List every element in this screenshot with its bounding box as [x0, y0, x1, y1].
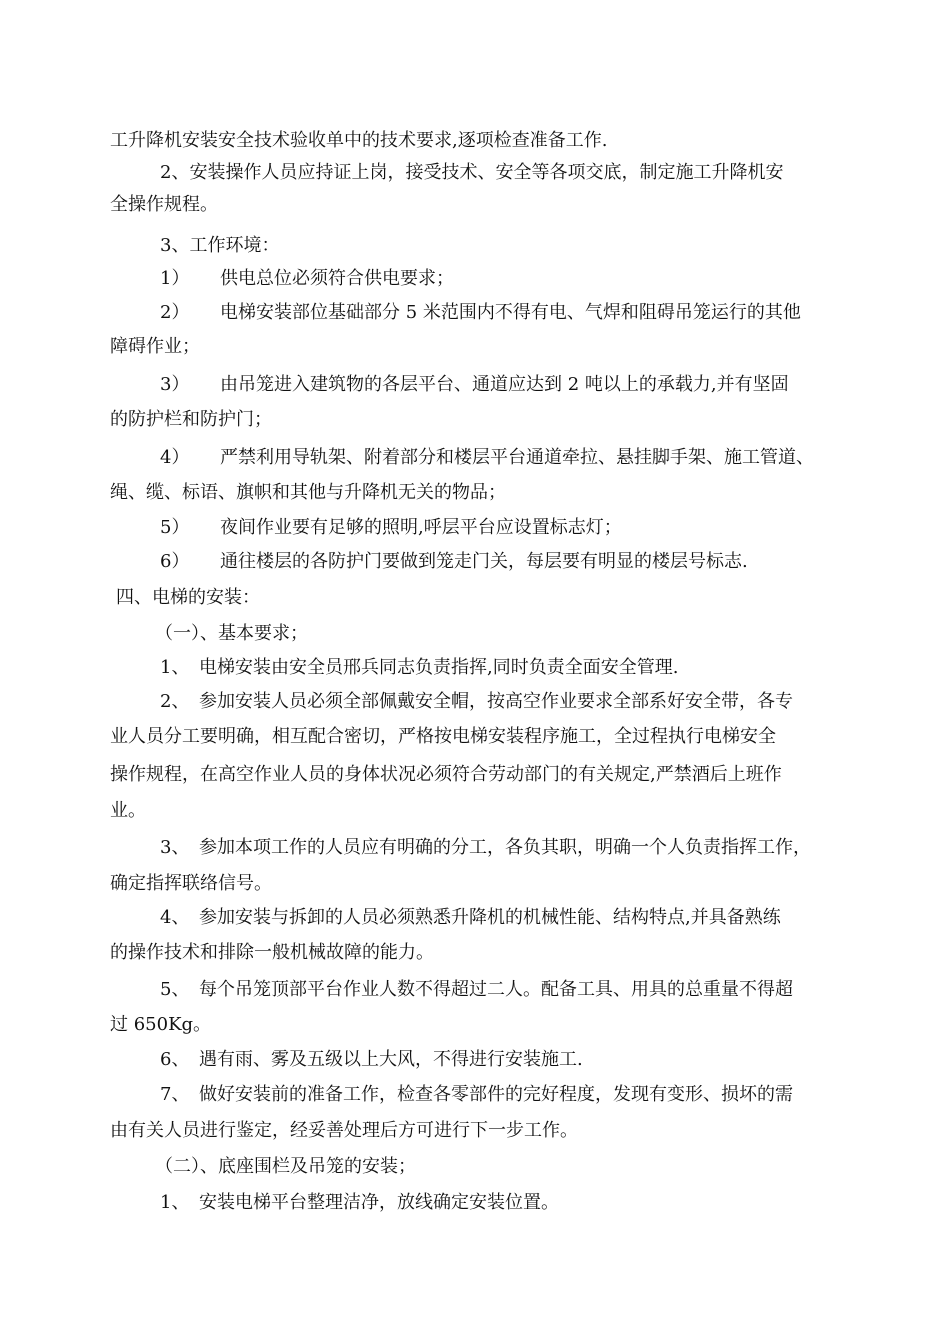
list-text: 遇有雨、雾及五级以上大风，不得进行安装施工.	[199, 1049, 583, 1070]
section-heading: 四、电梯的安装：	[116, 587, 260, 608]
subsection-heading: （二）、底座围栏及吊笼的安装；	[155, 1156, 416, 1177]
text-line: 的操作技术和排除一般机械故障的能力。	[110, 942, 434, 963]
list-item	[160, 690, 793, 714]
list-text: 每个吊笼顶部平台作业人数不得超过二人。配备工具、用具的总重量不得超	[199, 979, 793, 1000]
text-line: 业。	[110, 800, 146, 821]
list-number: 1、	[160, 1192, 190, 1213]
text-line: 全操作规程。	[110, 194, 218, 215]
text-line: 障碍作业；	[110, 336, 200, 357]
list-text: 严禁利用导轨架、附着部分和楼层平台通道牵拉、悬挂脚手架、施工管道、	[220, 447, 814, 468]
list-number: 6、	[160, 1049, 190, 1070]
text-line: 工升降机安装安全技术验收单中的技术要求,逐项检查准备工作.	[110, 130, 608, 151]
list-item	[160, 1191, 559, 1215]
list-item	[160, 516, 622, 540]
list-text: 参加本项工作的人员应有明确的分工，各负其职，明确一个人负责指挥工作，	[199, 837, 811, 858]
list-item	[160, 656, 678, 680]
list-item	[160, 1083, 793, 1107]
text-line: 业人员分工要明确，相互配合密切，严格按电梯安装程序施工，全过程执行电梯安全	[110, 726, 776, 747]
list-text: 通往楼层的各防护门要做到笼走门关，每层要有明显的楼层号标志.	[220, 551, 748, 572]
list-item	[160, 906, 781, 930]
text-line: 确定指挥联络信号。	[110, 873, 272, 894]
list-text: 供电总位必须符合供电要求；	[220, 268, 454, 289]
list-text: 电梯安装部位基础部分 5 米范围内不得有电、气焊和阻碍吊笼运行的其他	[220, 302, 801, 323]
list-number: 5）	[160, 517, 190, 538]
text-line: 过 650Kg。	[110, 1014, 212, 1035]
list-text: 安装电梯平台整理洁净，放线确定安装位置。	[199, 1192, 559, 1213]
list-number: 2）	[160, 302, 190, 323]
list-number: 5、	[160, 979, 190, 1000]
list-text: 做好安装前的准备工作，检查各零部件的完好程度，发现有变形、损坏的需	[199, 1084, 793, 1105]
text-line: 由有关人员进行鉴定，经妥善处理后方可进行下一步工作。	[110, 1120, 578, 1141]
list-text: 夜间作业要有足够的照明,呼层平台应设置标志灯；	[220, 517, 622, 538]
list-number: 6）	[160, 551, 190, 572]
list-text: 由吊笼进入建筑物的各层平台、通道应达到 2 吨以上的承载力,并有坚固	[220, 374, 789, 395]
list-text: 参加安装人员必须全部佩戴安全帽，按高空作业要求全部系好安全带，各专	[199, 691, 793, 712]
list-number: 4）	[160, 447, 190, 468]
text-line: 的防护栏和防护门；	[110, 409, 272, 430]
list-number: 1）	[160, 268, 190, 289]
text-line: 操作规程，在高空作业人员的身体状况必须符合劳动部门的有关规定,严禁酒后上班作	[110, 764, 782, 785]
section-heading: 3、工作环境：	[160, 235, 280, 256]
text-line: 绳、缆、标语、旗帜和其他与升降机无关的物品；	[110, 482, 506, 503]
list-number: 7、	[160, 1084, 190, 1105]
list-text: 电梯安装由安全员邢兵同志负责指挥,同时负责全面安全管理.	[199, 657, 679, 678]
list-item	[160, 550, 748, 574]
list-number: 3、	[160, 837, 190, 858]
list-item	[160, 836, 811, 860]
list-text: 参加安装与拆卸的人员必须熟悉升降机的机械性能、结构特点,并具备熟练	[199, 907, 781, 928]
list-item	[160, 978, 793, 1002]
list-item	[160, 267, 454, 291]
subsection-heading: （一）、基本要求；	[155, 623, 308, 644]
list-item	[160, 1048, 583, 1072]
list-number: 3）	[160, 374, 190, 395]
list-item	[160, 301, 801, 325]
text-line: 2、安装操作人员应持证上岗，接受技术、安全等各项交底，制定施工升降机安	[160, 162, 784, 183]
list-number: 2、	[160, 691, 190, 712]
list-number: 1、	[160, 657, 190, 678]
list-item	[160, 446, 814, 470]
list-number: 4、	[160, 907, 190, 928]
list-item	[160, 373, 789, 397]
